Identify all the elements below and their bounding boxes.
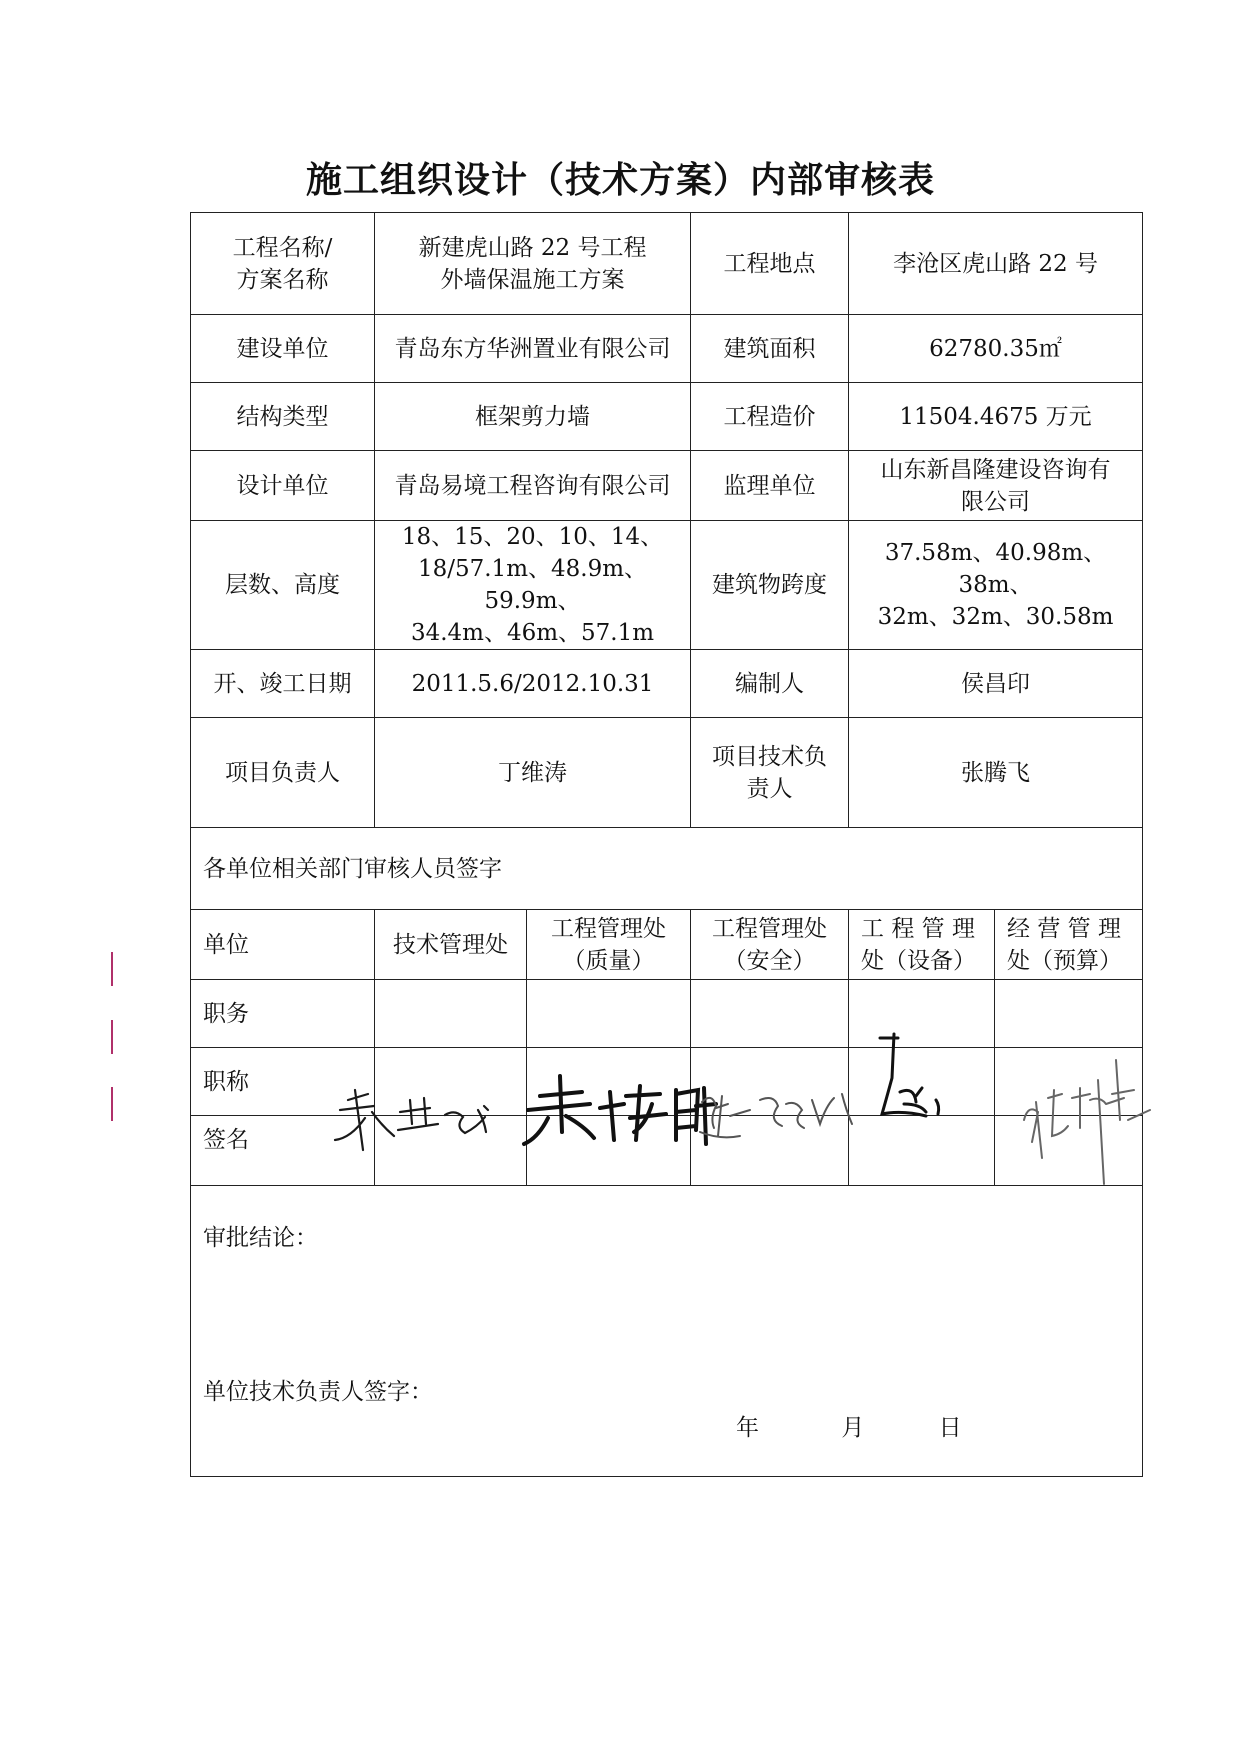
position-cell[interactable]: [527, 980, 691, 1048]
location-value: 李沧区虎山路 22 号: [849, 213, 1143, 315]
signature-cell-safety[interactable]: [691, 1116, 849, 1186]
signature-cell-equipment[interactable]: [849, 1116, 995, 1186]
structure-label: 结构类型: [191, 383, 375, 451]
year-label: 年: [736, 1415, 759, 1441]
rank-cell[interactable]: [527, 1048, 691, 1116]
position-label: 职务: [191, 980, 375, 1048]
tech-lead-value: 张腾飞: [849, 718, 1143, 828]
review-section-title: 各单位相关部门审核人员签字: [191, 828, 1143, 910]
pm-value: 丁维涛: [375, 718, 691, 828]
form-title: 施工组织设计（技术方案）内部审核表: [305, 159, 935, 201]
position-cell[interactable]: [691, 980, 849, 1048]
day-label: 日: [938, 1415, 962, 1441]
month-label: 月: [841, 1415, 865, 1441]
author-value: 侯昌印: [849, 650, 1143, 718]
area-label: 建筑面积: [691, 315, 849, 383]
cost-value: 11504.4675 万元: [849, 383, 1143, 451]
margin-mark: [111, 1020, 113, 1054]
dates-value: 2011.5.6/2012.10.31: [375, 650, 691, 718]
rank-cell[interactable]: [691, 1048, 849, 1116]
builder-value: 青岛东方华洲置业有限公司: [375, 315, 691, 383]
design-value: 青岛易境工程咨询有限公司: [375, 451, 691, 521]
dept-safety: 工程管理处 （安全）: [691, 910, 849, 980]
signature-cell-budget[interactable]: [995, 1116, 1143, 1186]
dept-equipment: 工 程 管 理 处（设备）: [849, 910, 995, 980]
review-form-table: [190, 212, 1143, 1477]
rank-label: 职称: [191, 1048, 375, 1116]
signature-label: 签名: [191, 1116, 375, 1186]
supervisor-label: 监理单位: [691, 451, 849, 521]
signature-cell-quality[interactable]: [527, 1116, 691, 1186]
location-label: 工程地点: [691, 213, 849, 315]
signature-cell-tech[interactable]: [375, 1116, 527, 1186]
position-cell[interactable]: [849, 980, 995, 1048]
rank-cell[interactable]: [995, 1048, 1143, 1116]
span-value: 37.58m、40.98m、38m、 32m、32m、30.58m: [849, 521, 1143, 650]
approval-date: [736, 1412, 962, 1444]
dates-label: 开、竣工日期: [191, 650, 375, 718]
project-name-value: 新建虎山路 22 号工程 外墙保温施工方案: [375, 213, 691, 315]
rank-cell[interactable]: [375, 1048, 527, 1116]
approval-signer-label: 单位技术负责人签字：: [203, 1379, 433, 1405]
dept-budget: 经 营 管 理 处（预算）: [995, 910, 1143, 980]
project-name-label: 工程名称/ 方案名称: [191, 213, 375, 315]
design-label: 设计单位: [191, 451, 375, 521]
margin-mark: [111, 1087, 113, 1121]
cost-label: 工程造价: [691, 383, 849, 451]
structure-value: 框架剪力墙: [375, 383, 691, 451]
author-label: 编制人: [691, 650, 849, 718]
approval-section: [191, 1186, 1143, 1477]
dept-quality: 工程管理处 （质量）: [527, 910, 691, 980]
dept-tech: 技术管理处: [375, 910, 527, 980]
floors-value: 18、15、20、10、14、 18/57.1m、48.9m、59.9m、 34.4m、46m、57.1m: [375, 521, 691, 650]
floors-label: 层数、高度: [191, 521, 375, 650]
unit-label: 单位: [191, 910, 375, 980]
supervisor-value: 山东新昌隆建设咨询有 限公司: [849, 451, 1143, 521]
builder-label: 建设单位: [191, 315, 375, 383]
margin-mark: [111, 952, 113, 986]
tech-lead-label: 项目技术负 责人: [691, 718, 849, 828]
area-value: 62780.35㎡: [849, 315, 1143, 383]
rank-cell[interactable]: [849, 1048, 995, 1116]
pm-label: 项目负责人: [191, 718, 375, 828]
approval-conclusion-label: 审批结论：: [203, 1225, 318, 1251]
position-cell[interactable]: [995, 980, 1143, 1048]
span-label: 建筑物跨度: [691, 521, 849, 650]
position-cell[interactable]: [375, 980, 527, 1048]
